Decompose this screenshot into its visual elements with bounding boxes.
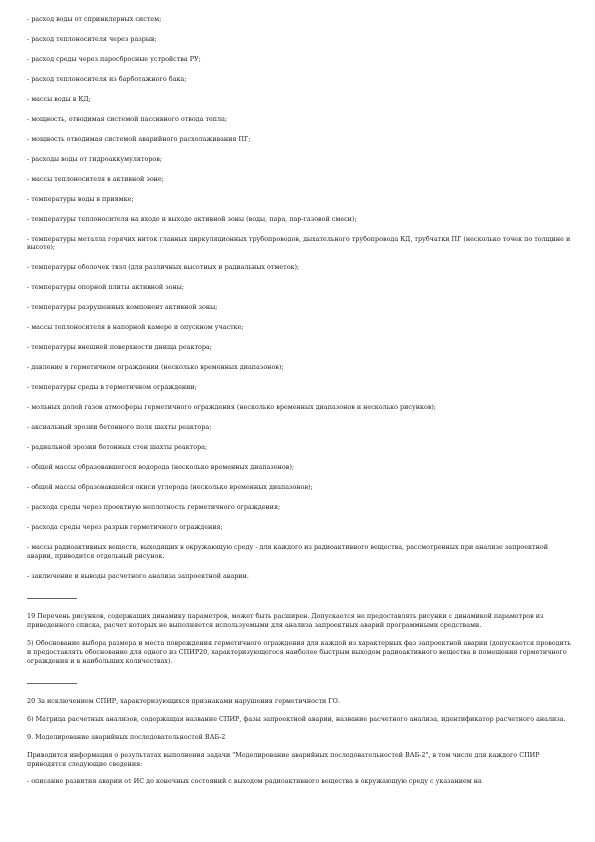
list-item: - температуры опорной плиты активной зоны; <box>27 283 185 292</box>
list-item: - расхода среды через проектную неплотность герметичного ограждения; <box>27 503 281 512</box>
list-item: - аксиальный эрозии бетонного поля шахты реактора; <box>27 423 212 432</box>
list-item: - заключение и выводы расчетного анализа запроектной аварии. <box>27 571 249 580</box>
list-item: - мольных долей газов атмосферы герметичного ограждения (несколько временных диапазонов и несколько рисунков); <box>27 403 437 412</box>
footnote-divider <box>27 598 77 599</box>
body-paragraph: 6) Матрица расчетных анализов, содержащая название СПИР, фазы запроектной аварии, название расчетного анализа, идентификатор расчетного анализа. <box>27 715 566 724</box>
list-item: - расходы воды от гидроаккумуляторов; <box>27 154 163 163</box>
body-paragraph: 9. Моделирование аварийных последовательностей ВАБ-2 <box>27 732 226 741</box>
list-item: - температуры внешней поверхности днища реактора; <box>27 343 212 352</box>
list-item: - температуры теплоносителя на входе и выходе активной зоны (воды, пара, пар-газовой смеси); <box>27 214 357 223</box>
footnote-paragraph: 19 Перечень рисунков, содержащих динамику параметров, может быть расширен. Допускается не предоставлять рисунки с динамикой параметров из приведенного списка, расчет которых не выполняется используемыми для анализа запроектных аварий программными средствами. <box>27 612 544 630</box>
list-item: - расход среды через паросбросные устройства РУ; <box>27 54 201 63</box>
list-item: - расход воды от спринклерных систем; <box>27 15 162 23</box>
list-item: - мощность, отводимая системой пассивного отвода тепла; <box>27 114 228 123</box>
list-item: - температуры металла горячих ниток главных циркуляционных трубопроводов, дыхательного трубопровода КД, трубчатки ПГ (несколько точек по толщине и высоте); <box>27 234 571 252</box>
list-item: - общей массы образовавшейся окиси углерода (несколько временных диапазонов); <box>27 483 313 492</box>
body-paragraph: 20 За исключением СПИР, характеризующихся признаками нарушения герметичности ГО. <box>27 697 340 706</box>
body-paragraph: - описание развития аварии от ИС до конечных состояний с выходом радиоактивного вещества в окружающую среду с указанием на <box>27 777 482 786</box>
list-item: - мощность отводимая системой аварийного расхолаживания ПГ; <box>27 134 251 143</box>
list-item: - расход теплоносителя через разрыв; <box>27 34 157 43</box>
list-item: - массы воды в КД; <box>27 94 91 103</box>
body-paragraph: Приводится информация о результатах выполнения задачи "Моделирование аварийных последовательностей ВАБ-2", в том числе для каждого СПИР приводятся следующие сведения: <box>27 750 540 768</box>
list-item: - давление в герметичном ограждении (несколько временных диапазонов); <box>27 363 284 372</box>
list-item: - температуры оболочек твэл (для различных высотных и радиальных отметок); <box>27 263 300 272</box>
footnote-divider <box>27 683 77 684</box>
list-item: - температуры воды в приямке; <box>27 194 134 203</box>
list-item: - массы теплоносителя в напорной камере и опускном участке; <box>27 323 244 332</box>
list-item: - массы теплоносителя в активной зоне; <box>27 174 164 183</box>
list-item: - массы радиоактивных веществ, выходящих в окружающую среду - для каждого из радиоактивного вещества, рассмотренных при анализе запроектной аварии, приводится отдельный рисунок. <box>27 543 548 560</box>
list-item: - общей массы образовавшегося водорода (несколько временных диапазонов); <box>27 463 294 472</box>
list-item: - радиальной эрозии бетонных стен шахты реактора; <box>27 443 208 452</box>
footnote-paragraph: 5) Обоснование выбора размера и места повреждения герметичного ограждения для каждой из характерных фаз запроектной аварии (допускается проводить и предоставлять обоснование для одного из СПИР20, характеризующегося наиболее быстрым выходом радиоактивного вещества в помещения герметичного ограждения и в наибольших количествах). <box>27 638 571 665</box>
list-item: - расхода среды через разрыв герметичного ограждения; <box>27 523 223 532</box>
list-item: - температуры среды в герметичном ограждении; <box>27 383 197 392</box>
parameter-list <box>27 15 572 795</box>
list-item: - температуры разрушенных компонент активной зоны; <box>27 303 218 312</box>
list-item: - расход теплоносителя из барботажного бака; <box>27 74 187 83</box>
